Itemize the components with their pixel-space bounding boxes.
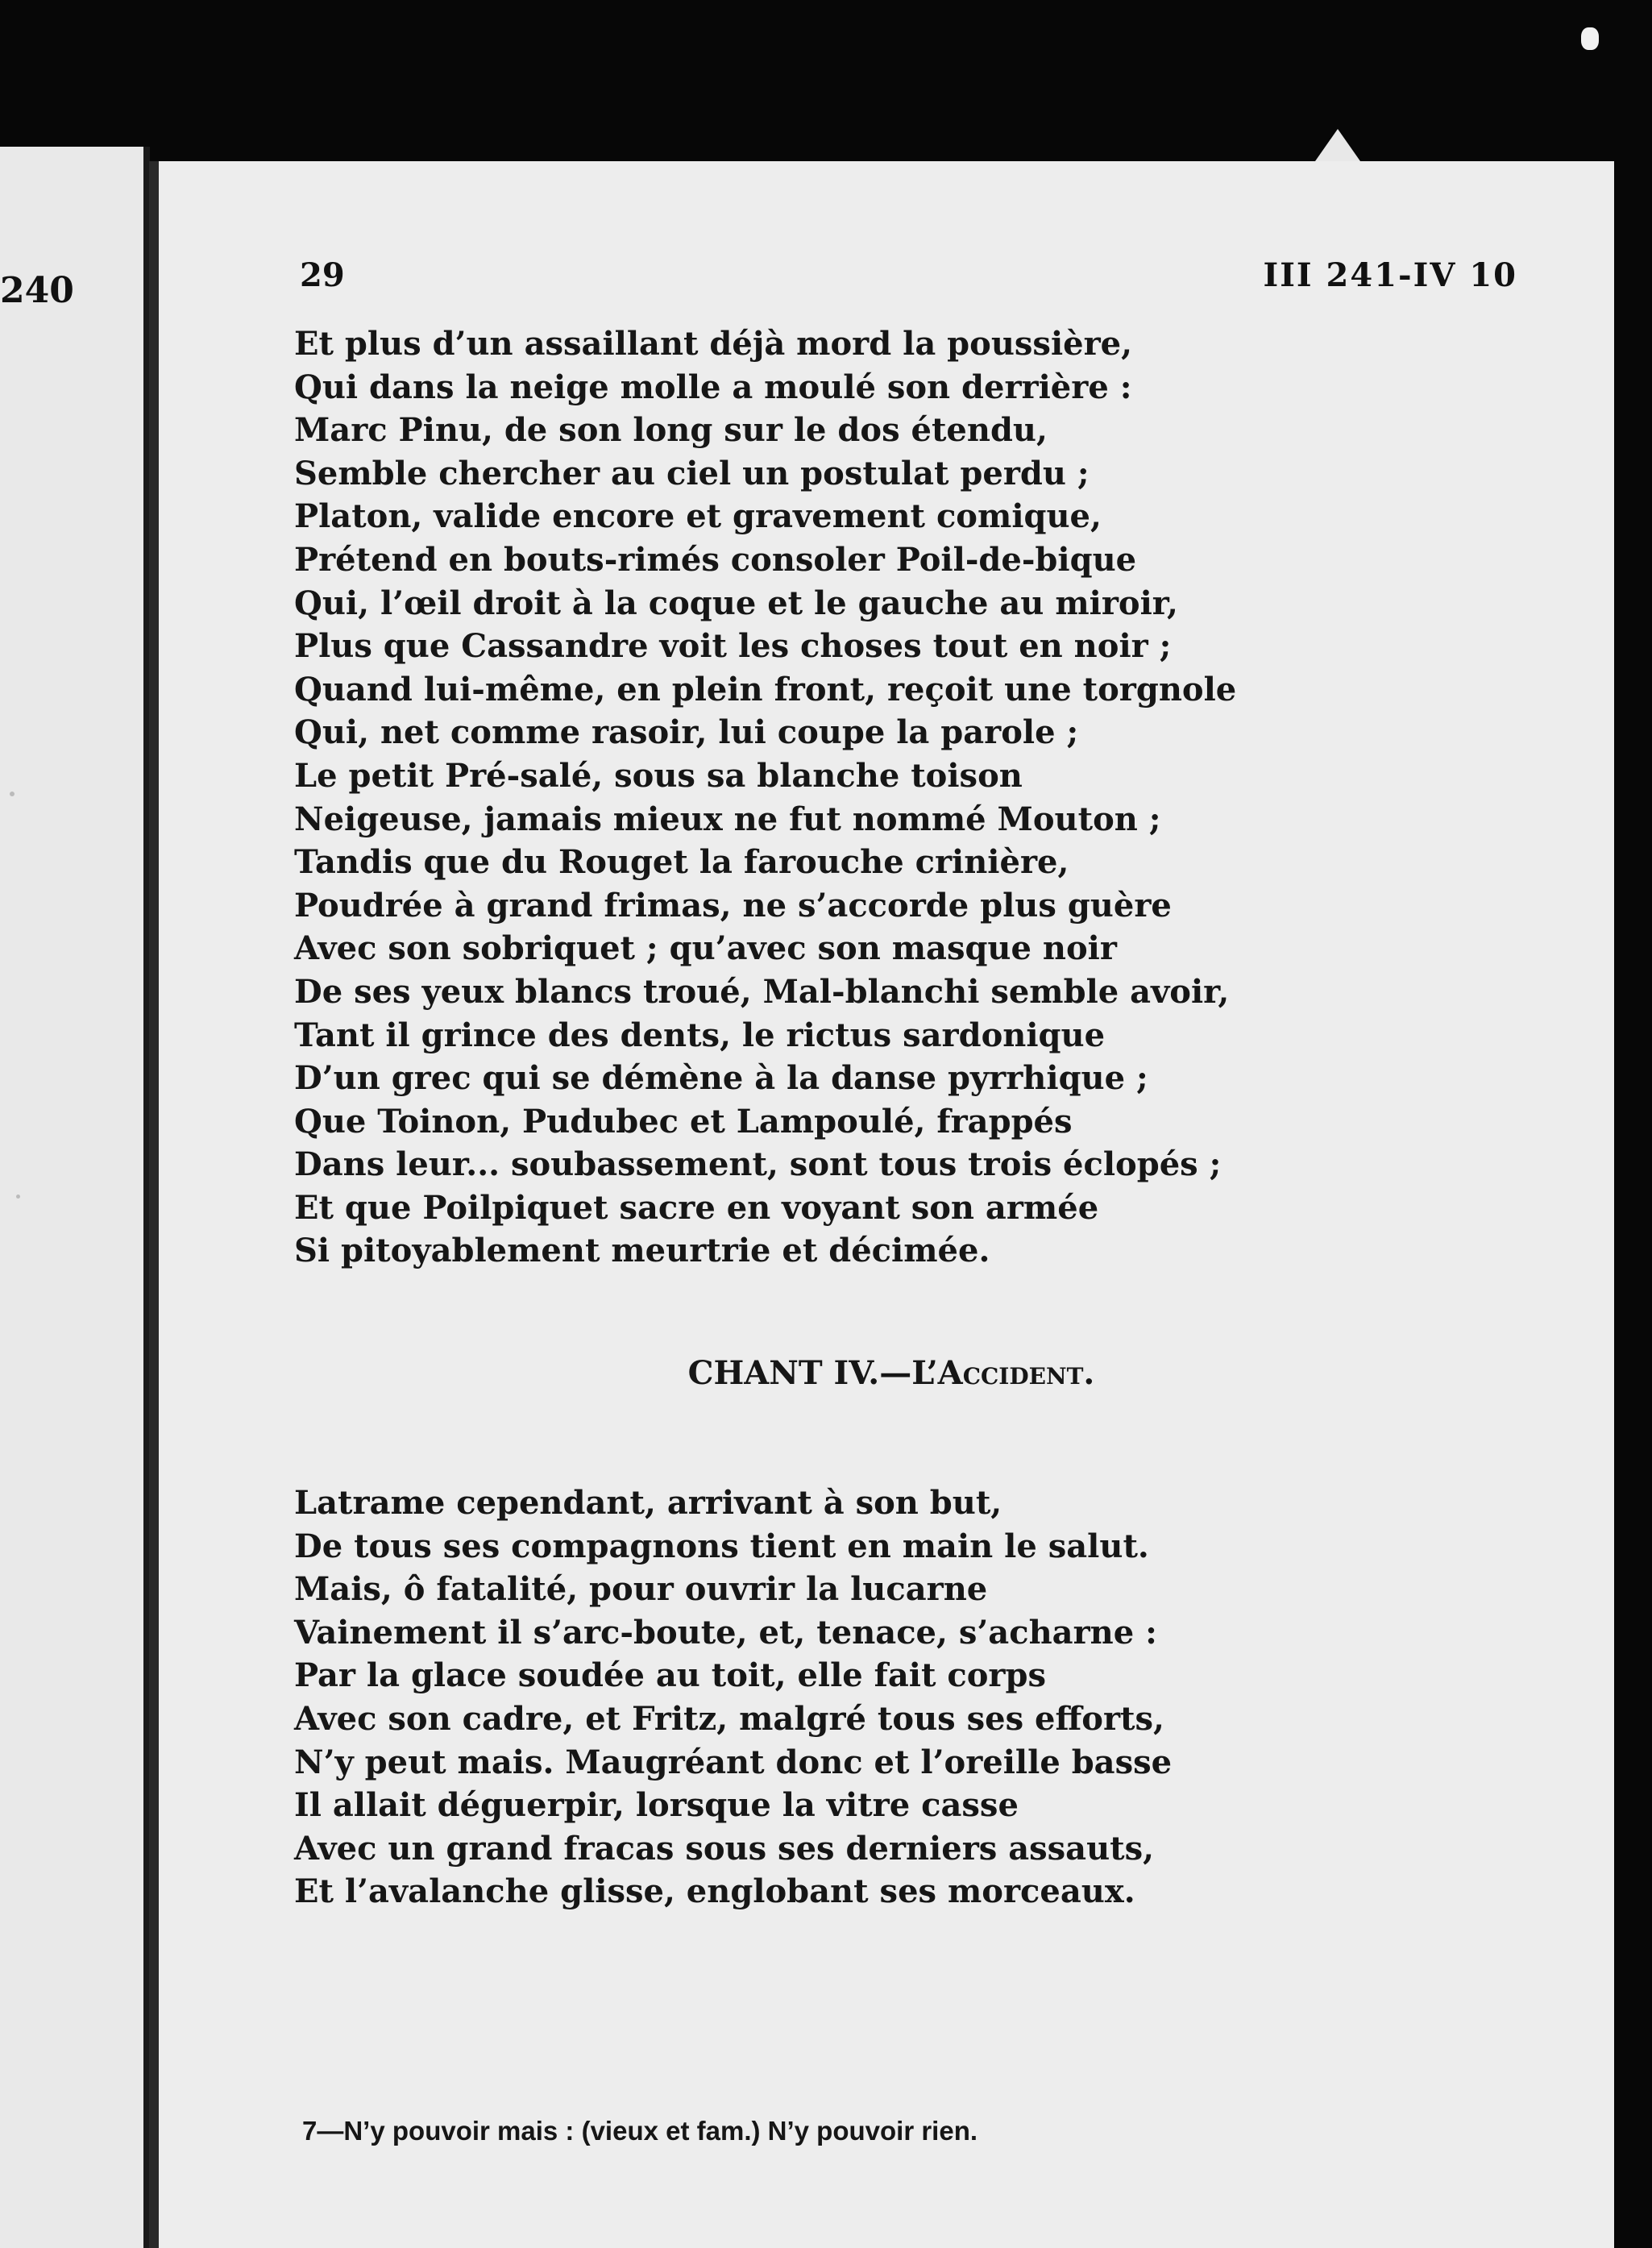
chant-title: CHANT IV.— xyxy=(687,1354,912,1392)
verse-line: Le petit Pré-salé, sous sa blanche toison xyxy=(294,756,1023,795)
left-page-number: 240 xyxy=(0,270,74,311)
verse-line: Et plus d’un assaillant déjà mord la poussière, xyxy=(294,325,1133,363)
stanza-2 xyxy=(294,1481,1172,1914)
verse-line: Latrame cependant, arrivant à son but, xyxy=(294,1484,1002,1522)
reference-code: III 241-IV 10 xyxy=(1263,256,1517,294)
verse-line: De ses yeux blancs troué, Mal-blanchi semble avoir, xyxy=(294,972,1230,1011)
verse-line: Qui, l’œil droit à la coque et le gauche au miroir, xyxy=(294,584,1178,622)
verse-line: Avec un grand fracas sous ses derniers assauts, xyxy=(294,1829,1155,1868)
film-speck xyxy=(10,792,15,796)
chant-heading xyxy=(159,1354,1624,1392)
verse-line: Il allait déguerpir, lorsque la vitre casse xyxy=(294,1786,1019,1825)
verse-line: Platon, valide encore et gravement comique, xyxy=(294,497,1102,536)
stanza-1 xyxy=(294,322,1236,1273)
verse-line: Que Toinon, Pudubec et Lampoulé, frappés xyxy=(294,1102,1073,1141)
verse-line: Plus que Cassandre voit les choses tout en noir ; xyxy=(294,627,1172,666)
verse-line: Tant il grince des dents, le rictus sardonique xyxy=(294,1016,1106,1054)
verse-line: Prétend en bouts-rimés consoler Poil-de-bique xyxy=(294,540,1137,579)
verse-line: D’un grec qui se démène à la danse pyrrhique ; xyxy=(294,1059,1148,1098)
main-page xyxy=(149,161,1614,2248)
verse-line: N’y peut mais. Maugréant donc et l’oreille basse xyxy=(294,1743,1173,1781)
verse-line: Et que Poilpiquet sacre en voyant son armée xyxy=(294,1188,1099,1227)
chant-subtitle: L’Accident. xyxy=(911,1354,1095,1392)
verse-line: Quand lui-même, en plein front, reçoit une torgnole xyxy=(294,670,1237,708)
verse-line: Semble chercher au ciel un postulat perdu ; xyxy=(294,454,1090,492)
verse-line: Poudrée à grand frimas, ne s’accorde plus guère xyxy=(294,886,1172,925)
page-header xyxy=(300,256,1517,305)
verse-line: Marc Pinu, de son long sur le dos étendu, xyxy=(294,411,1048,450)
verse-line: Et l’avalanche glisse, englobant ses morceaux. xyxy=(294,1872,1135,1911)
footnote: 7—N’y pouvoir mais : (vieux et fam.) N’y pouvoir rien. xyxy=(302,2116,978,2146)
film-speck xyxy=(16,1195,20,1199)
page-number: 29 xyxy=(300,256,345,294)
verse-line: Qui dans la neige molle a moulé son derrière : xyxy=(294,368,1132,406)
verse-line: Vainement il s’arc-boute, et, tenace, s’acharne : xyxy=(294,1613,1157,1652)
verse-line: Avec son cadre, et Fritz, malgré tous ses efforts, xyxy=(294,1699,1164,1738)
film-marker xyxy=(1315,129,1360,161)
left-page-fragment xyxy=(0,147,150,2248)
verse-line: Si pitoyablement meurtrie et décimée. xyxy=(294,1232,990,1270)
verse-line: Neigeuse, jamais mieux ne fut nommé Mouton ; xyxy=(294,800,1161,838)
verse-line: Par la glace soudée au toit, elle fait corps xyxy=(294,1656,1046,1695)
verse-line: De tous ses compagnons tient en main le salut. xyxy=(294,1527,1149,1565)
film-speck xyxy=(1581,27,1599,50)
verse-line: Dans leur... soubassement, sont tous trois éclopés ; xyxy=(294,1145,1222,1184)
verse-line: Tandis que du Rouget la farouche crinière, xyxy=(294,843,1069,882)
verse-line: Qui, net comme rasoir, lui coupe la parole ; xyxy=(294,713,1079,752)
verse-line: Mais, ô fatalité, pour ouvrir la lucarne xyxy=(294,1570,988,1609)
verse-line: Avec son sobriquet ; qu’avec son masque noir xyxy=(294,929,1117,968)
